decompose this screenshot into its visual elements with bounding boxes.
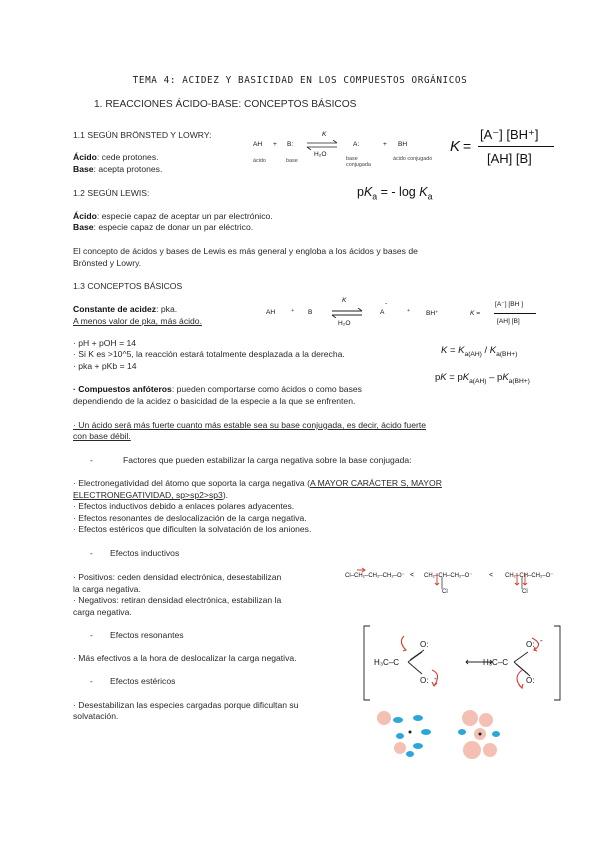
- r1-a: A:: [353, 141, 360, 148]
- r2-equilibrium-arrow: [330, 308, 364, 318]
- resonance-minus-left: -: [434, 674, 437, 683]
- mas-efectivos: · Más efectivos a la hora de deslocalizar la carga negativa.: [73, 653, 297, 663]
- r1-k: K: [322, 131, 327, 138]
- r2-denominator: [AH] [B]: [497, 318, 520, 325]
- r1-b: B:: [287, 141, 294, 148]
- ef-ind-dash: -: [90, 548, 93, 558]
- resonance-left-methyl: H₃C–C: [374, 658, 400, 667]
- keq-k: K: [450, 138, 461, 155]
- s12-base: Base: especie capaz de donar un par eléctrico.: [73, 222, 254, 232]
- s11-heading: 1.1 SEGÚN BRÖNSTED Y LOWRY:: [73, 130, 212, 140]
- acido-fuerte-line2: con base débil.: [73, 431, 131, 441]
- factores-text: Factores que pueden estabilizar la carga negativa sobre la base conjugada:: [123, 455, 412, 465]
- r1-label-acido: ácido: [253, 158, 266, 164]
- r2-plus: +: [291, 308, 295, 314]
- resonance-o-bot-right: O:: [526, 676, 535, 685]
- inductive-cl-1: Cl: [442, 589, 448, 595]
- r1-plus: +: [273, 141, 277, 148]
- r2-bh: BH⁺: [426, 310, 439, 317]
- keq-denominator: [AH] [B]: [487, 151, 532, 166]
- efectos-estericos-heading: Efectos estéricos: [110, 676, 176, 686]
- keq-fraction-line: [478, 146, 554, 147]
- inductive-arrows: [345, 565, 575, 605]
- page-title: TEMA 4: ACIDEZ Y BASICIDAD EN LOS COMPUESTOS ORGÁNICOS: [132, 75, 468, 86]
- r2-k: K: [342, 297, 347, 304]
- bullet-ph: · pH + pOH = 14: [73, 338, 137, 348]
- resonance-o-bot-left: O:: [420, 676, 429, 685]
- keq-numerator: [A⁻] [BH⁺]: [480, 127, 539, 142]
- inductive-mol-1: Cl–CH₂–CH₂–CH₂–O⁻: [345, 573, 405, 579]
- desestabilizan-line2: solvatación.: [73, 711, 119, 721]
- r2-minus: -: [385, 300, 388, 307]
- efecto-inductivo: · Efectos inductivos debido a enlaces polares adyacentes.: [73, 501, 295, 511]
- negativos-line2: carga negativa.: [73, 607, 132, 617]
- s12-acido: Ácido: especie capaz de aceptar un par electrónico.: [73, 211, 273, 221]
- s13-heading: 1.3 CONCEPTOS BÁSICOS: [73, 281, 183, 291]
- bullet-k: · Si K es >10^5, la reacción estará totalmente desplazada a la derecha.: [73, 349, 345, 359]
- lewis-para-1: El concepto de ácidos y bases de Lewis es más general y engloba a los ácidos y bases de: [73, 246, 418, 256]
- desestabilizan-line1: · Desestabilizan las especies cargadas porque dificultan su: [73, 700, 299, 710]
- lewis-para-2: Brönsted y Lowry.: [73, 258, 142, 268]
- inductive-cl-2: Cl: [522, 589, 528, 595]
- resonance-o-top-left: O:: [420, 640, 429, 649]
- r2-ah: AH: [266, 309, 276, 316]
- ef-est-dash: -: [90, 676, 93, 686]
- ef-res-dash: -: [90, 630, 93, 640]
- r2-keq: K =: [470, 310, 481, 317]
- r1-h2o: H₂O: [314, 151, 327, 158]
- inductive-lt-2: <: [489, 572, 494, 579]
- r1-label-base-conj: base conjugada: [346, 156, 371, 168]
- inductive-lt-1: <: [410, 572, 415, 579]
- s13-menor: A menos valor de pka, más ácido.: [73, 316, 202, 326]
- r1-equilibrium-arrow: [305, 140, 339, 150]
- keq-eq: =: [463, 138, 472, 154]
- r2-b: B: [308, 309, 313, 316]
- s12-heading: 1.2 SEGÚN LEWIS:: [73, 188, 150, 198]
- pka-equation: $pK_a$ = - $\log K_a$: [357, 185, 433, 202]
- positivos-line1: · Positivos: ceden densidad electrónica, desestabilizan: [73, 572, 282, 582]
- section-1-heading: 1. REACCIONES ÁCIDO-BASE: CONCEPTOS BÁSICOS: [94, 99, 357, 110]
- efecto-esterico: · Efectos estéricos que dificulten la solvatación de los aniones.: [73, 524, 312, 534]
- r1-label-acido-conj: ácido conjugado: [393, 156, 433, 162]
- efectos-inductivos-heading: Efectos inductivos: [110, 548, 180, 558]
- efecto-resonante: · Efectos resonantes de deslocalización de la carga negativa.: [73, 513, 307, 523]
- inductive-mol-3: CH₂–CH–CH₂–O⁻: [505, 573, 554, 579]
- electro-line1: · Electronegatividad del átomo que soporta la carga negativa (A MAYOR CARÁCTER S, MAYOR: [73, 478, 442, 488]
- resonance-o-top-right: O:: [526, 640, 535, 649]
- factores-dash: -: [90, 455, 93, 465]
- r2-a: A: [380, 309, 385, 316]
- acido-fuerte-line1: · Un ácido será más fuerte cuanto más estable sea su base conjugada, es decir, ácido fuerte: [73, 420, 427, 430]
- negativos-line1: · Negativos: retiran densidad electrónica, estabilizan la: [73, 595, 282, 605]
- positivos-line2: la carga negativa.: [73, 584, 141, 594]
- bullet-pka: · pka + pKb = 14: [73, 361, 137, 371]
- s11-acido: Ácido: cede protones.: [73, 152, 159, 162]
- r2-h2o: H₂O: [338, 320, 351, 327]
- steric-solvation-illustration: [370, 706, 510, 768]
- s11-base: Base: acepta protones.: [73, 164, 163, 174]
- r2-plus2: +: [407, 308, 411, 314]
- r1-ah: AH: [253, 141, 263, 148]
- efectos-resonantes-heading: Efectos resonantes: [110, 630, 184, 640]
- k-ratio-equation: $K = K_{a(AH)} / K_{a(BH+)}$: [441, 345, 518, 358]
- pk-diff-equation: pK = $pK_{a(AH)} - pK_{a(BH+)}$: [435, 372, 530, 385]
- anfoteros-line2: dependiendo de la acidez o basicidad de la especie a la que se enfrenten.: [73, 396, 356, 406]
- r2-numerator: [A⁻] [BH ]: [495, 301, 524, 308]
- r1-bh: BH: [398, 141, 408, 148]
- r2-fraction-line: [494, 313, 536, 314]
- electro-line2: ELECTRONEGATIVIDAD, sp>sp2>sp3).: [73, 490, 229, 500]
- anfoteros-line1: · Compuestos anfóteros: pueden comportarse como ácidos o como bases: [73, 384, 362, 394]
- s13-constante: Constante de acidez: pka.: [73, 304, 178, 314]
- inductive-mol-2: CH₂–CH–CH₂–O⁻: [424, 573, 473, 579]
- r1-plus2: +: [383, 141, 387, 148]
- resonance-minus-right: -: [540, 636, 543, 645]
- resonance-right-methyl: H₃C–C: [483, 658, 509, 667]
- r1-label-base: base: [286, 158, 298, 164]
